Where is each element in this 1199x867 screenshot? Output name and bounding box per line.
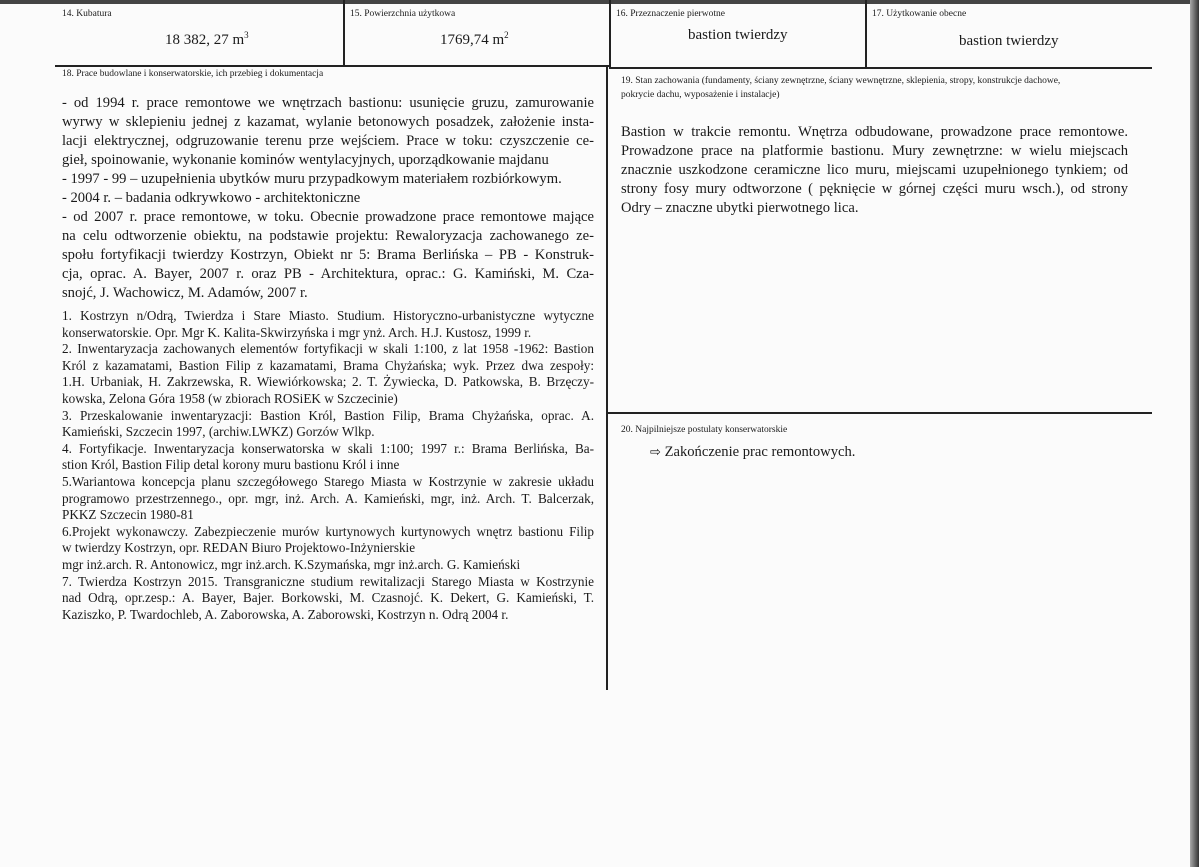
reference-line: 6.Projekt wykonawczy. Zabezpieczenie murów kurtynowych kurtynowych wnętrz bastionu Filip [62,523,594,539]
reference-line: 1. Kostrzyn n/Odrą, Twierdza i Stare Miasto. Studium. Historyczno-urbanistyczne wytyczne [62,308,594,323]
postulate-text: Zakończenie prac remontowych. [664,444,856,460]
reference-line: 4. Fortyfikacje. Inwentaryzacja konserwatorska w skali 1:100; 1997 r.: Brama Berlińska, Ba- [62,440,594,456]
text-line: wyrwy w sklepieniu jednej z kazamat, wylanie betonowych posadzek, założenie insta- [62,114,594,130]
text-line: - 2004 r. – badania odkrywkowo - architektoniczne [62,190,361,206]
field-15-value: 1769,74 $m^2$ [440,30,509,48]
reference-line: Kamieński, Szczecin 1997, (archiw.LWKZ) Gorzów Wlkp. [62,424,375,440]
text-line: lacji elektrycznej, odgruzowanie terenu prze wejściem. Prace w toku: czyszczenie ce- [62,133,594,149]
reference-line: konserwatorskie. Opr. Mgr K. Kalita-Skwirzyńska i mgr ynż. Arch. H.J. Kustosz, 1999 r. [62,324,532,340]
field-20-item [650,444,855,461]
text-line: Bastion w trakcie remontu. Wnętrza odbudowane, prowadzone prace remontowe. [621,124,1128,140]
text-line: znacznie uszkodzone ceramiczne lico muru, miejscami uzupełnionego tynkiem; od [621,162,1128,178]
text-line: - od 2007 r. prace remontowe, w toku. Obecnie prowadzone prace remontowe mające [62,209,594,225]
field-19-label-cont: pokrycie dachu, wyposażenie i instalacje) [621,90,780,100]
text-line: cja, oprac. A. Bayer, 2007 r. oraz PB - Architektura, oprac.: G. Kamiński, M. Cza- [62,266,594,282]
field-16-label: 16. Przeznaczenie pierwotne [616,9,725,19]
divider [607,412,1152,414]
field-16-value: bastion twierdzy [688,27,788,43]
field-18-label: 18. Prace budowlane i konserwatorskie, ich przebieg i dokumentacja [62,69,324,79]
reference-line: 5.Wariantowa koncepcja planu szczegółowego Starego Miasta w Kostrzynie w zakresie układu [62,473,594,489]
reference-line: 3. Przeskalowanie inwentaryzacji: Bastion Król, Bastion Filip, Brama Chyżańska, oprac. A. [62,407,594,423]
field-14-value: 18 382, 27 $m^3$ [165,30,249,48]
text-line: strony fosy mury odtworzone ( pęknięcie w górnej części muru wsch.), od strony [621,181,1128,197]
reference-line: programowo przestrzennego., opr. mgr, inż. Arch. A. Kamieński, mgr, inż. Arch. T. Balcerzak, [62,490,594,506]
text-line: Prowadzone prace na platformie bastionu. Mury zewnętrzne: w wielu miejscach [621,143,1128,159]
scan-edge-right [1190,0,1199,867]
field-18-references [62,308,594,623]
field-18-text [62,94,594,303]
field-14-label: 14. Kubatura [62,9,112,19]
divider [606,65,608,690]
text-line: snojć, J. Wachowicz, M. Adamów, 2007 r. [62,285,308,301]
divider [865,0,867,68]
text-line: - od 1994 r. prace remontowe we wnętrzach bastionu: usunięcie gruzu, zamurowanie [62,95,594,111]
text-line: gieł, spoinowanie, wykonanie kominów wentylacyjnych, uporządkowanie majdanu [62,152,549,168]
text-line: Odry – znaczne ubytki pierwotnego lica. [621,200,859,216]
reference-line: Król z kazamatami, Bastion Filip z kazamatami, Brama Chyżańska; wyk. Przez dwa zespoły: [62,357,594,373]
text-line: - 1997 - 99 – uzupełnienia ubytków muru przypadkowym materiałem rozbiórkowym. [62,171,562,187]
field-19-text [621,123,1128,218]
divider [343,0,345,67]
reference-line: 7. Twierdza Kostrzyn 2015. Transgraniczne studium rewitalizacji Starego Miasta w Kostrzynie [62,573,594,589]
arrow-right-icon: ⇨ [650,445,661,460]
text-line: społu fortyfikacji twierdzy Kostrzyn, Obiekt nr 5: Brama Berlińska – PB - Konstruk- [62,247,594,263]
reference-line: 1.H. Urbaniak, H. Zakrzewska, R. Wiewiórkowska; 2. T. Żywiecka, D. Patkowska, B. Brzęczy- [62,374,594,390]
scan-edge-top [0,0,1199,4]
field-17-value: bastion twierdzy [959,33,1059,49]
reference-line: stion Król, Bastion Filip detal korony muru bastionu Król i inne [62,457,400,473]
divider [609,0,611,68]
field-17-label: 17. Użytkowanie obecne [872,9,967,19]
reference-line: Kaziszko, P. Twardochleb, A. Zaborowska, A. Zaborowski, Kostrzyn n. Odrą 2004 r. [62,606,509,622]
text-line: na celu odtworzenie obiektu, na podstawie projektu: Rewaloryzacja zachowanego ze- [62,228,594,244]
divider [55,65,610,67]
field-15-label: 15. Powierzchnia użytkowa [350,9,456,19]
reference-line: nad Odrą, opr.zesp.: A. Bayer, Bajer. Borkowski, M. Czasnojć. K. Dekert, G. Kamieński, T. [62,590,594,606]
reference-line: w twierdzy Kostrzyn, opr. REDAN Biuro Projektowo-Inżynierskie [62,540,416,556]
field-19-label: 19. Stan zachowania (fundamenty, ściany zewnętrzne, ściany wewnętrzne, sklepienia, stropy, konstrukcje dachowe, [621,76,1061,86]
field-20-label: 20. Najpilniejsze postulaty konserwatorskie [621,425,788,435]
reference-line: mgr inż.arch. R. Antonowicz, mgr inż.arch. K.Szymańska, mgr inż.arch. G. Kamieński [62,556,521,572]
divider [609,67,1152,69]
reference-line: kowska, Zelona Góra 1958 (w zbiorach ROSiEK w Szczecinie) [62,390,398,406]
reference-line: PKKZ Szczecin 1980-81 [62,507,194,523]
reference-line: 2. Inwentaryzacja zachowanych elementów fortyfikacji w skali 1:100, z lat 1958 -1962: Bastion [62,341,594,357]
